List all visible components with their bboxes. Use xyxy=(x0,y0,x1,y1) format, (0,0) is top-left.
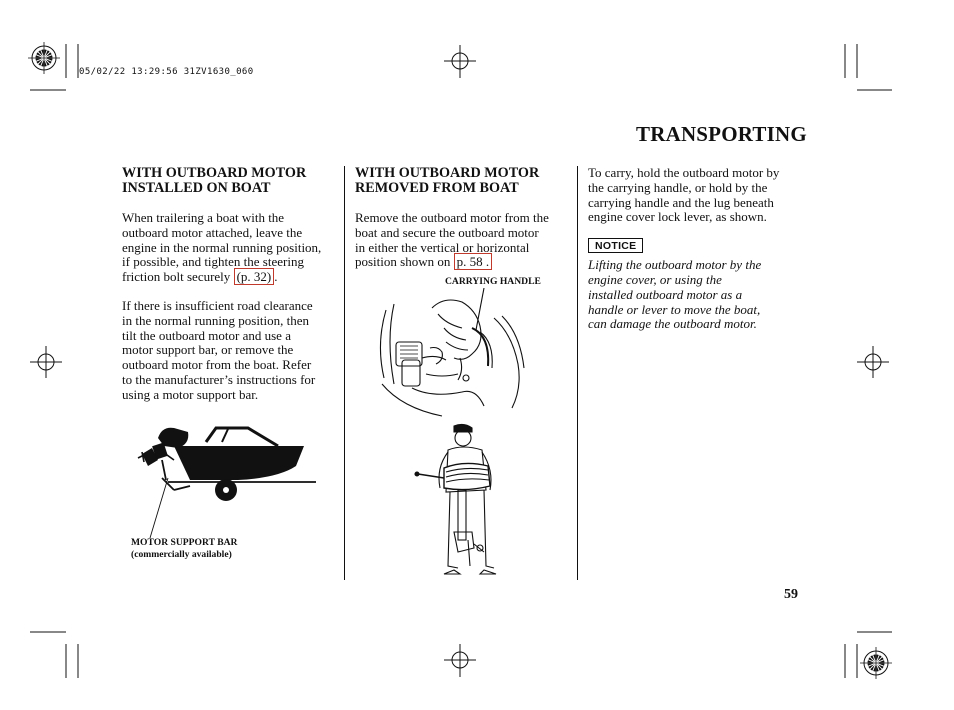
carrying-handle-caption: CARRYING HANDLE xyxy=(445,276,541,287)
starburst-mark-bottom-right xyxy=(860,647,892,679)
motor-support-bar-caption: MOTOR SUPPORT BAR (commercially available) xyxy=(131,537,238,560)
registration-mark-bottom xyxy=(444,644,476,677)
starburst-mark-top-left xyxy=(28,42,60,74)
print-stamp: 05/02/22 13:29:56 31ZV1630_060 xyxy=(79,67,254,77)
notice-text: Lifting the outboard motor by the engine cover, or using the installed outboard motor as a handle or lever to move the boat, can damage the outboard motor. xyxy=(588,257,762,332)
notice-badge: NOTICE xyxy=(588,238,643,253)
page-reference-link[interactable]: (p. 32) xyxy=(234,268,275,285)
col2-paragraph: Remove the outboard motor from the boat and secure the outboard motor in either the vertical or horizontal position shown on p. 58 . xyxy=(355,210,549,270)
carrying-handle-illustration xyxy=(372,288,532,418)
page-title: TRANSPORTING xyxy=(636,122,807,146)
col3-paragraph: To carry, hold the outboard motor by the carrying handle, or hold by the carrying handle and the lug beneath engine cover lock lever, as shown. xyxy=(588,165,780,225)
col1-paragraph-1: When trailering a boat with the outboard motor attached, leave the engine in the normal running position, if possible, and tighten the steering friction bolt securely (p. 32) . xyxy=(122,210,322,285)
page-number: 59 xyxy=(784,587,798,602)
col2-heading: WITH OUTBOARD MOTOR REMOVED FROM BOAT xyxy=(355,165,540,196)
person-carrying-motor-illustration xyxy=(410,420,500,580)
column-1 xyxy=(122,166,342,403)
column-3 xyxy=(588,166,818,332)
page-reference-link[interactable]: p. 58 . xyxy=(454,253,493,270)
column-2 xyxy=(355,166,575,270)
boat-trailer-illustration xyxy=(128,420,328,545)
registration-mark-left xyxy=(30,346,62,378)
col1-heading: WITH OUTBOARD MOTOR INSTALLED ON BOAT xyxy=(122,165,307,196)
col1-paragraph-2: If there is insufficient road clearance in the normal running position, then tilt the outboard motor and use a motor support bar, or remove the outboard motor from the boat. Refer to the manufacturer’s instructions for using a motor support bar. xyxy=(122,297,316,402)
registration-mark-right xyxy=(857,346,889,378)
registration-mark-top xyxy=(444,45,476,78)
